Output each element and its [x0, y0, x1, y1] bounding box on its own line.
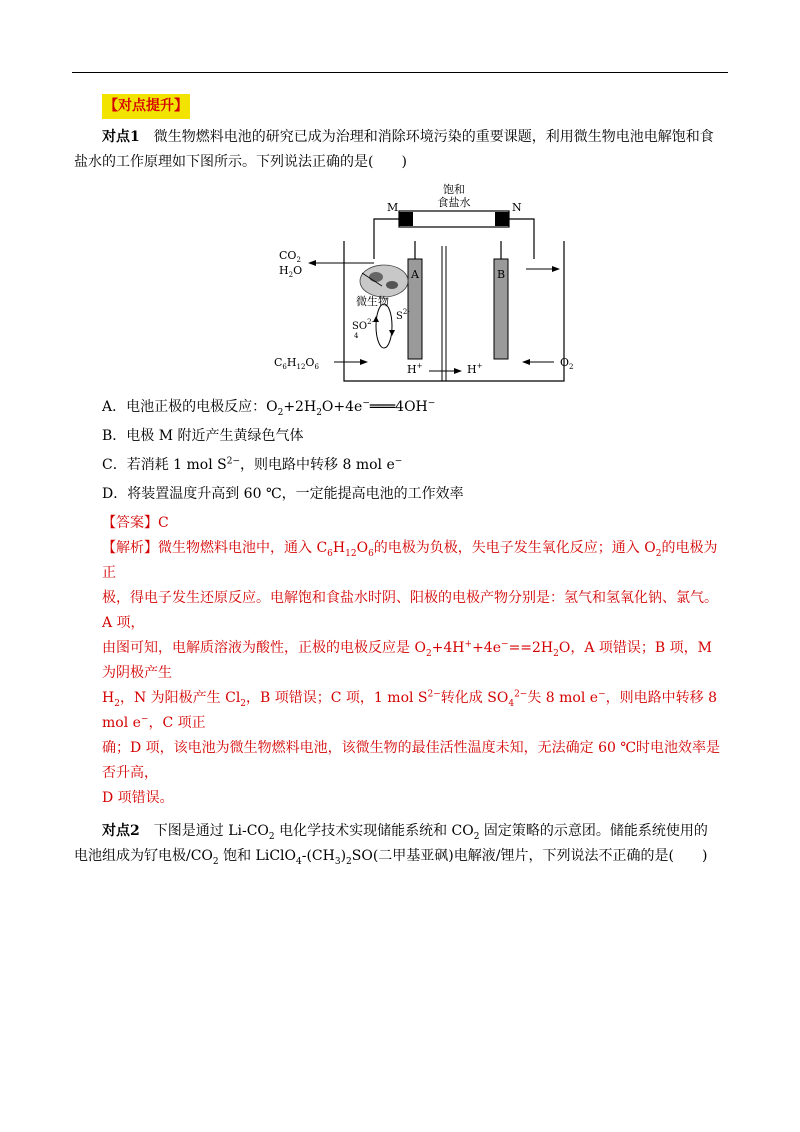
cell-container: [344, 241, 564, 381]
electrode-n-block: [495, 212, 509, 226]
label-electrode-b: B: [497, 268, 506, 281]
question-1-text-b: 盐水的工作原理如下图所示。下列说法正确的是( ): [74, 154, 407, 170]
question-2-stem: 对点2 下图是通过 $Li-CO_2$ 电化学技术实现储能系统和 $CO_2$ 固定策略的示意团。储能系统使用的 电池组成为钌电极$/CO_2$ 饱和 $LiClO_4-(CH_3)_2SO$(二甲基亚砜)电解液/锂片，下列说法不正确的是( ): [74, 823, 708, 867]
question-2-label: 对点2: [102, 823, 140, 839]
label-m: M: [387, 201, 399, 214]
label-n: N: [512, 201, 522, 214]
option-d: D．将装置温度升高到 60 ℃，一定能提高电池的工作效率: [102, 486, 464, 502]
cell-diagram-svg: [264, 181, 584, 391]
label-microbe: 微生物: [356, 295, 389, 308]
arrow-hplus-head: [454, 368, 462, 374]
question-1-text-a: 微生物燃料电池的研究已成为治理和消除环境污染的重要课题，利用微生物电池电解饱和食: [153, 129, 714, 145]
label-so4-sub: 4: [354, 332, 359, 340]
electrode-m-block: [399, 212, 413, 226]
label-hplus-2: H+: [467, 362, 483, 376]
cycle-arrow-up: [373, 316, 379, 322]
answer-label: 【答案】: [102, 515, 158, 531]
label-co2: $CO_2$: [279, 249, 301, 264]
nacl-title-top: 饱和: [443, 183, 465, 196]
arrow-o2-in-head: [522, 359, 530, 365]
nacl-title-bottom: 食盐水: [437, 196, 471, 209]
question-1-stem: [74, 125, 728, 175]
microbe-cell-2: [386, 281, 398, 289]
label-glucose: $C_6H_{12}O_6$: [274, 356, 319, 371]
analysis-label: 【解析】: [102, 540, 158, 556]
cycle-arrow-down: [389, 330, 395, 336]
wire-left: [374, 219, 399, 259]
label-electrode-a: A: [411, 268, 419, 281]
microbe-cell-1: [369, 272, 383, 282]
cell-diagram: [264, 181, 584, 391]
header-rule: [72, 72, 728, 73]
arrow-glucose-in-head: [360, 359, 368, 365]
option-c: C．若消耗 1 mol $S^{2-}$，则电路中转移 8 mol e−: [102, 456, 403, 473]
answer-value: C: [158, 515, 169, 531]
label-s2: $S^{2-}$: [396, 308, 410, 322]
label-hplus-1: H+: [407, 362, 423, 376]
section-tag: 【对点提升】: [102, 94, 190, 119]
question-1-label: 对点1: [102, 129, 140, 145]
electrolysis-tube: [399, 211, 509, 227]
option-a: A．电池正极的电极反应：$O_2+2H_2O+4e^-═══4OH^-$: [102, 398, 436, 418]
document-body: [74, 94, 728, 869]
section-tag-line: [102, 94, 728, 119]
microbe-cluster: [360, 265, 408, 297]
answer-line: [102, 511, 728, 536]
wire-right: [509, 219, 534, 259]
label-so4: $SO^{2-}$: [352, 318, 374, 332]
analysis-text: 【解析】微生物燃料电池中，通入 $C_6H_{12}O_6$的电极为负极，失电子发生氧化反应；通入 $O_2$的电极为正 极，得电子发生还原反应。电解饱和食盐水时阴、阳极的电极产物分别是：氢气和氢氧化钠、氯气。A 项， 由图可知，电解质溶液为酸性，正极的电极反应是 $O_2+4H^++4e^-==2H_2O$，A 项错误；B 项，M 为阴极产生 $H_2$，N 为阳极产生 $Cl_2$，B 项错误；C 项，1 mol $S^{2-}$转化成 $SO_4^{2-}$失 8 mol e−，则电路中转移 8 mol e−，C 项正 确；D 项，该电池为微生物燃料电池，该微生物的最佳活性温度未知，无法确定 60 ℃时电池效率是否升高， D 项错误。: [102, 540, 721, 806]
arrow-outlet-right-head: [552, 266, 560, 272]
label-o2: $O_2$: [560, 356, 574, 371]
option-b: B．电极 M 附近产生黄绿色气体: [102, 428, 304, 444]
arrow-co2-out-head: [308, 260, 316, 266]
label-h2o: $H_2O$: [279, 264, 303, 279]
sulfur-cycle: [376, 304, 392, 348]
